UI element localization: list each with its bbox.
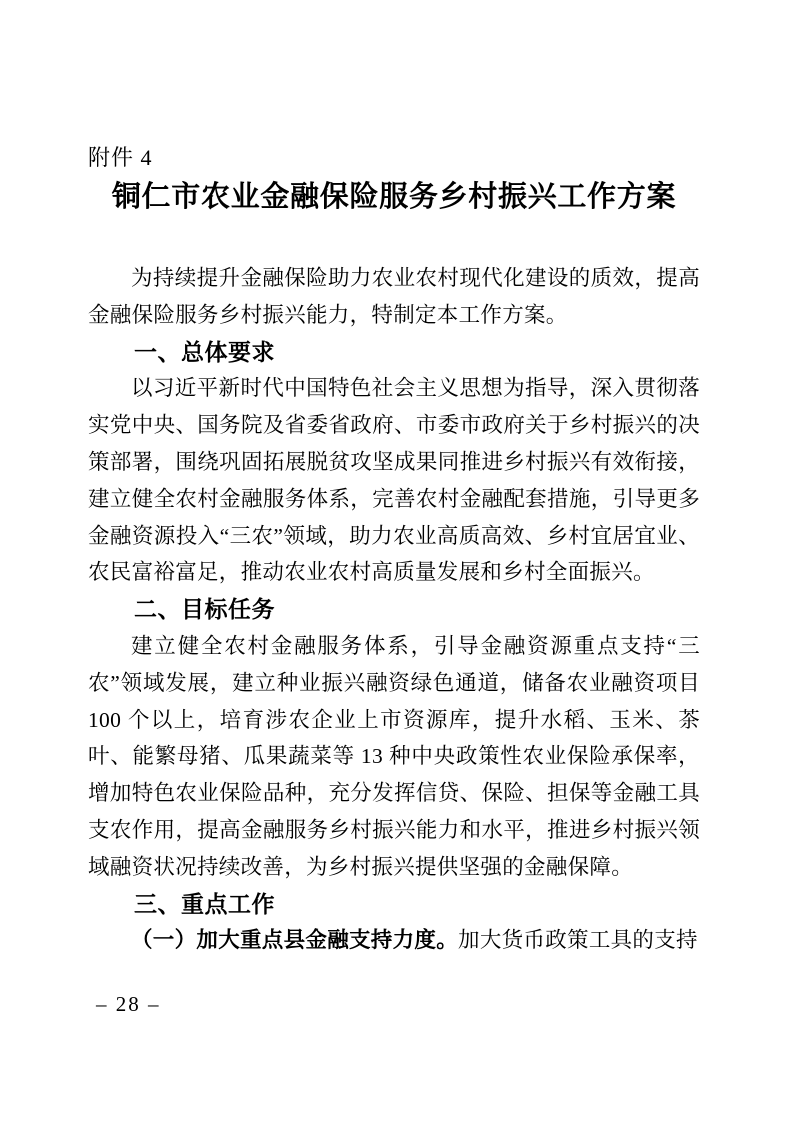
paragraph-target-tasks: 建立健全农村金融服务体系，引导金融资源重点支持“三农”领域发展，建立种业振兴融资绿色通道，储备农业融资项目 100 个以上，培育涉农企业上市资源库，提升水稻、玉米、茶叶、能繁母猪、瓜果蔬菜等 13 种中央政策性农业保险承保率，增加特色农业保险品种，充分发挥信贷、保险、担保等金融工具支农作用，提高金融服务乡村振兴能力和水平，推进乡村振兴领域融资状况持续改善，为乡村振兴提供坚强的金融保障。: [88, 633, 700, 879]
paragraph-intro: 为持续提升金融保险助力农业农村现代化建设的质效，提高金融保险服务乡村振兴能力，特制定本工作方案。: [88, 266, 700, 327]
document-body: [88, 260, 700, 959]
heading-key-work: 三、重点工作: [134, 890, 275, 917]
paragraph-overall-requirements: 以习近平新时代中国特色社会主义思想为指导，深入贯彻落实党中央、国务院及省委省政府、市委市政府关于乡村振兴的决策部署，围绕巩固拓展脱贫攻坚成果同推进乡村振兴有效衔接，建立健全农村金融服务体系，完善农村金融配套措施，引导更多金融资源投入“三农”领域，助力农业高质高效、乡村宜居宜业、农民富裕富足，推动农业农村高质量发展和乡村全面振兴。: [88, 376, 700, 585]
heading-overall-requirements: 一、总体要求: [134, 338, 275, 365]
page-number: – 28 –: [96, 992, 161, 1016]
document-title: 铜仁市农业金融保险服务乡村振兴工作方案: [111, 181, 677, 213]
key-work-item-1-lead: （一）加大重点县金融支持力度。: [131, 928, 459, 953]
heading-target-tasks: 二、目标任务: [134, 596, 275, 623]
paragraph-key-work-item-1: [88, 922, 700, 959]
attachment-label: 附件 4: [88, 145, 153, 170]
key-work-item-1-text: 加大货币政策工具的支持: [458, 928, 698, 953]
